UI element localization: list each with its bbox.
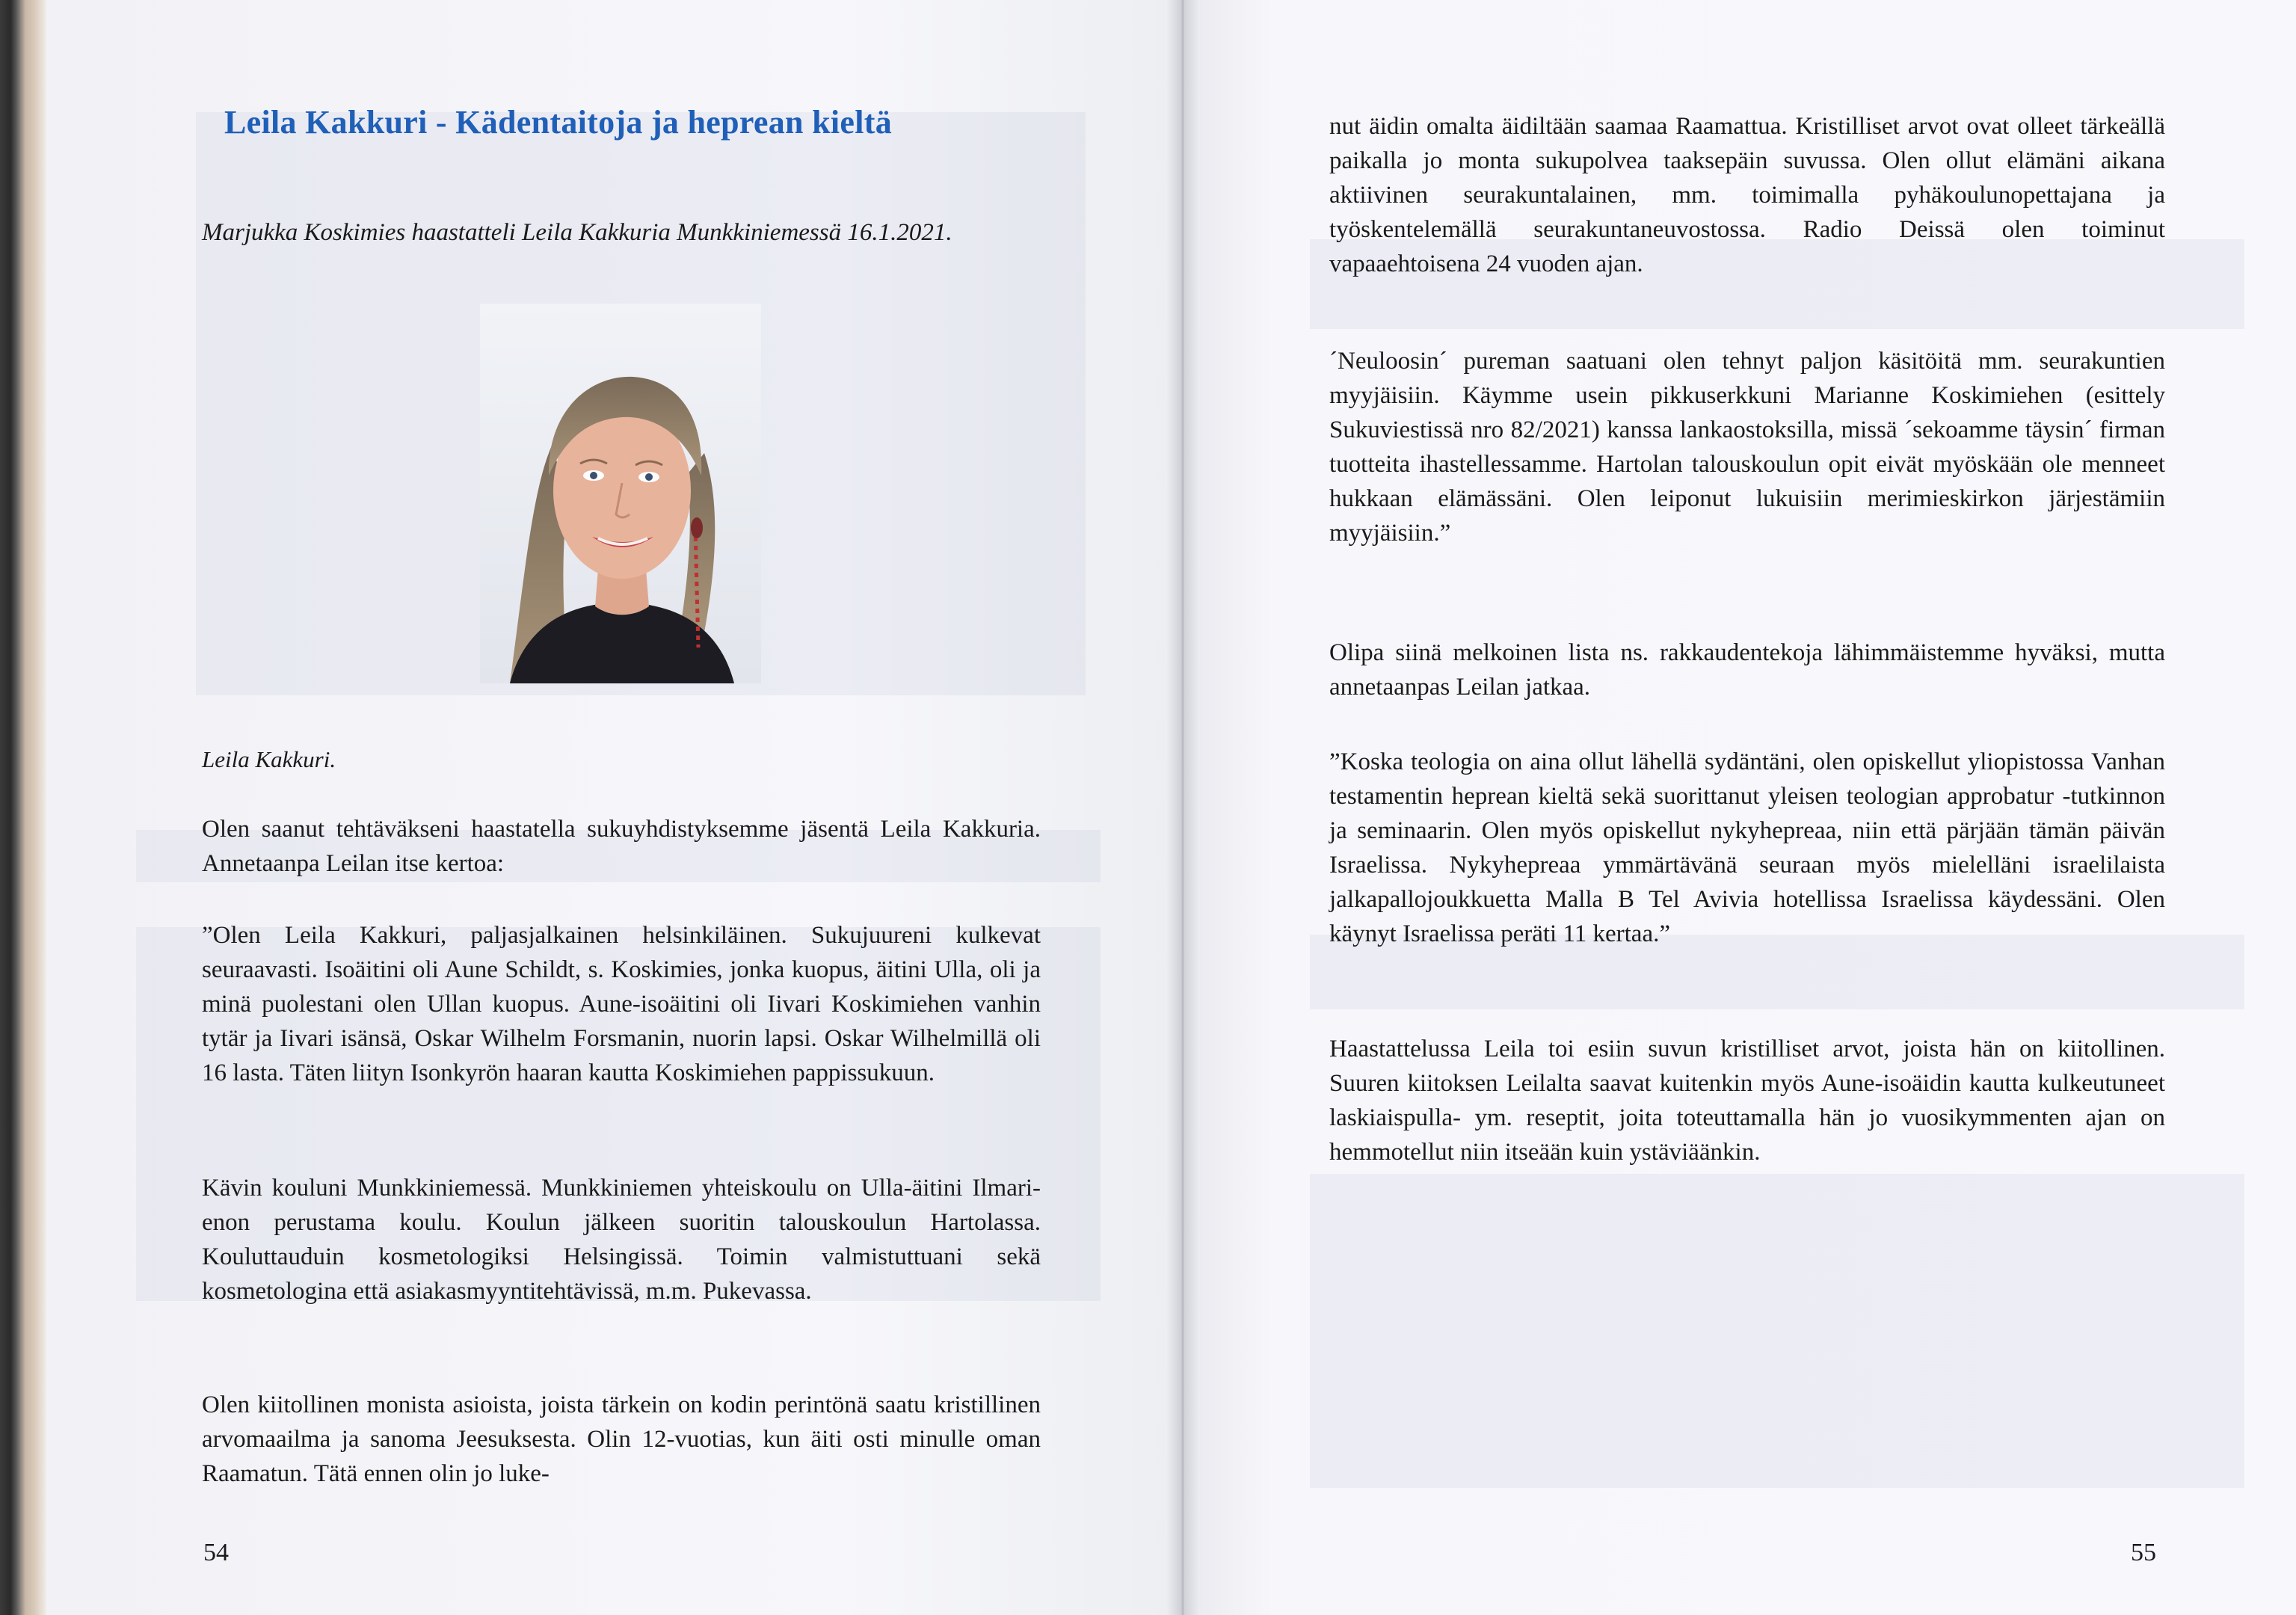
right-paragraph-2: ´Neuloosin´ pureman saatuani olen tehnyt paljon käsitöitä mm. seurakuntien myyjäisiin. Käymme usein pikkuserkkuni Marianne Koskimiehen (esittely Sukuviestissä nro 82/2021) kanssa lankaostoksilla, missä ´sekoamme täysin´ firman tuotteita ihastellessamme. Hartolan talouskoulun opit eivät myöskään ole menneet hukkaan elämässäni. Olen leiponut lukuisiin merimieskirkon järjestämiin myyjäisiin.” bbox=[1329, 348, 2165, 547]
right-paragraph-4: ”Koska teologia on aina ollut lähellä sydäntäni, olen opiskellut yliopistossa Vanhan testamentin heprean kieltä sekä suorittanut yleisen teologian approbatur -tutkinnon ja seminaarin. Olen myös opiskellut nykyhepreaa, niin että pärjään tämän päivän Israelissa. Nykyhepreaa ymmärtävänä seuraan myös mielelläni israelilaista jalkapallojoukkuetta Malla B Tel Avivia hotellissa Israelissa käydessäni. Olen käynyt Israelissa peräti 11 kertaa.” bbox=[1329, 748, 2165, 947]
article-byline: Marjukka Koskimies haastatteli Leila Kakkuria Munkkiniemessä 16.1.2021. bbox=[202, 219, 952, 246]
left-paragraph-3: Kävin kouluni Munkkiniemessä. Munkkiniemen yhteiskoulu on Ulla-äitini Ilmari-enon perustama koulu. Koulun jälkeen suoritin talouskoulun Hartolassa. Kouluttauduin kosmetologiksi Helsingissä. Toimin valmistuttuani sekä kosmetologina että asiakasmyyntitehtävissä, m.m. Pukevassa. bbox=[202, 1175, 1041, 1305]
left-paragraph-4: Olen kiitollinen monista asioista, joista tärkein on kodin perintönä saatu kristillinen arvomaailma ja sanoma Jeesuksesta. Olin 12-vuotias, kun äiti osti minulle oman Raamatun. Tätä ennen olin jo luke- bbox=[202, 1391, 1041, 1487]
page-number-left: 54 bbox=[203, 1539, 229, 1566]
show-through-block bbox=[1310, 1174, 2244, 1488]
photo-caption: Leila Kakkuri. bbox=[202, 746, 336, 772]
right-paragraph-3: Olipa siinä melkoinen lista ns. rakkaudentekoja lähimmäistemme hyväksi, mutta annetaanpas Leilan jatkaa. bbox=[1329, 639, 2165, 701]
right-paragraph-5: Haastattelussa Leila toi esiin suvun kristilliset arvot, joista hän on kiitollinen. Suuren kiitoksen Leilalta saavat kuitenkin myös Aune-isoäidin kautta kulkeutuneet laskiaispulla- ym. reseptit, joita toteuttamalla hän jo vuosikymmenten ajan on hemmotellut niin itseään kuin ystäviäänkin. bbox=[1329, 1036, 2165, 1166]
article-title: Leila Kakkuri - Kädentaitoja ja heprean kieltä bbox=[224, 104, 893, 141]
right-paragraph-1: nut äidin omalta äidiltään saamaa Raamattua. Kristilliset arvot ovat olleet tärkeällä paikalla jo monta sukupolvea taaksepäin suvussa. Olen ollut elämäni aikana aktiivinen seurakuntalainen, mm. toimimalla pyhäkoulunopettajana ja työskentelemällä seurakuntaneuvostossa. Radio Deissä olen toiminut vapaaehtoisena 24 vuoden ajan. bbox=[1329, 113, 2165, 277]
book-edge bbox=[0, 0, 46, 1615]
portrait-illustration bbox=[480, 304, 761, 683]
left-paragraph-2: ”Olen Leila Kakkuri, paljasjalkainen helsinkiläinen. Sukujuureni kulkevat seuraavasti. Isoäitini oli Aune Schildt, s. Koskimies, jonka kuopus, äitini Ulla, oli ja minä puolestani olen Ullan kuopus. Aune-isoäitini oli Iivari Koskimiehen vanhin tytär ja Iivari isänsä, Oskar Wilhelm Forsmanin, nuorin lapsi. Oskar Wilhelmillä oli 16 lasta. Täten liityn Isonkyrön haaran kautta Koskimiehen pappissukuun. bbox=[202, 922, 1041, 1086]
book-gutter bbox=[1166, 0, 1199, 1615]
left-paragraph-1: Olen saanut tehtäväkseni haastatella sukuyhdistyksemme jäsentä Leila Kakkuria. Annetaanpa Leilan itse kertoa: bbox=[202, 816, 1041, 877]
portrait-photo bbox=[480, 304, 761, 683]
page-number-right: 55 bbox=[2131, 1539, 2156, 1566]
